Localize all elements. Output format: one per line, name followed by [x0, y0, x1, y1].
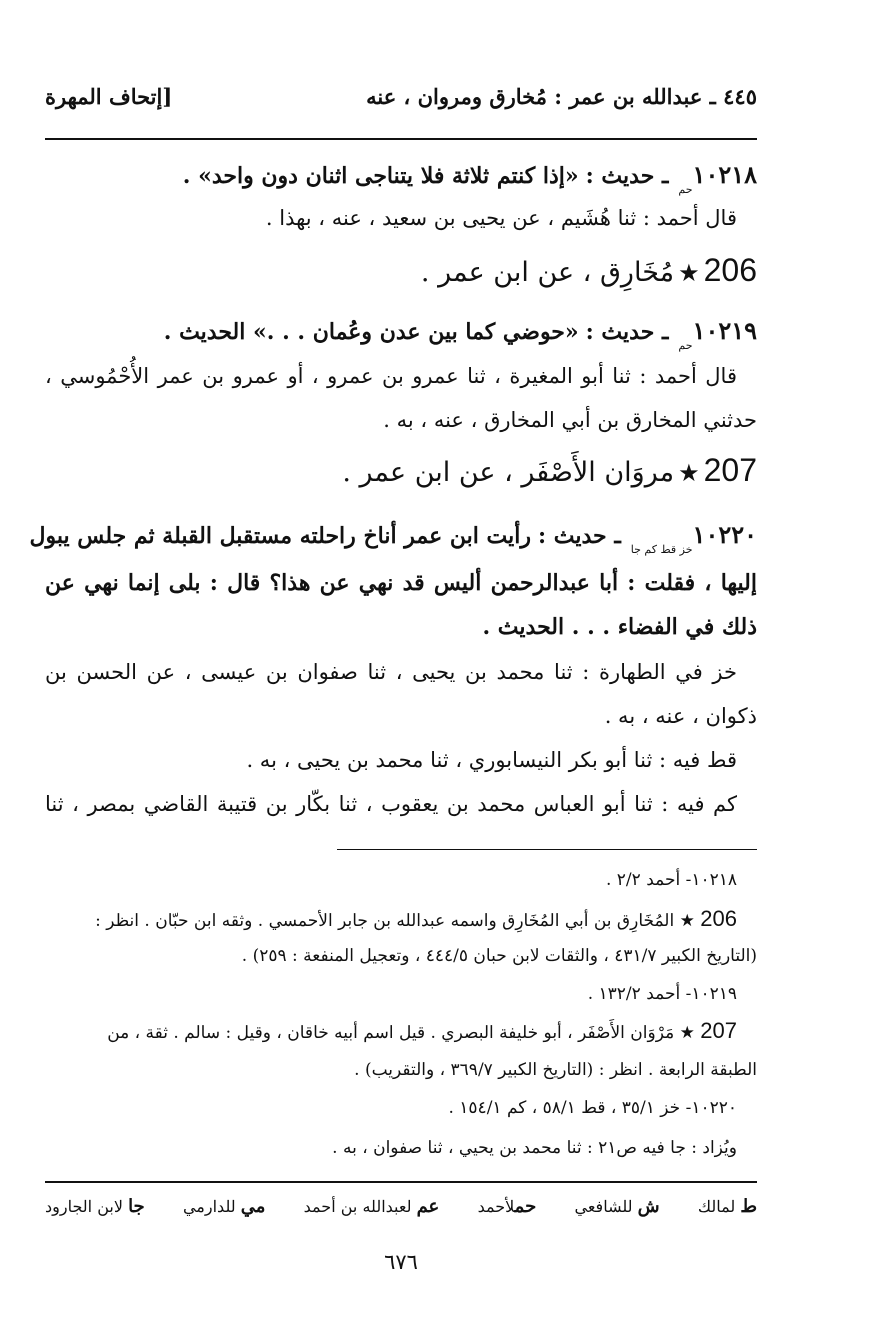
hadith-text: رأيت ابن عمر أناخ راحلته مستقبل القبلة ثم جلس يبول — [29, 523, 531, 549]
narrator-heading — [342, 452, 757, 489]
chain-line: كم فيه : ثنا أبو العباس محمد بن يعقوب ، ثنا بكّار بن قتيبة القاضي بمصر ، ثنا — [45, 792, 737, 816]
footnote: ١٠٢١٨- أحمد ٢/٢ . — [605, 870, 737, 890]
footnote-text: المُخَارِق بن أبي المُخَارِق واسمه عبدالله بن جابر الأحمسي . وثقه ابن حبّان . انظر : — [95, 911, 675, 931]
legend-item: ش للشافعي — [574, 1196, 660, 1217]
footnote: ١٠٢١٩- أحمد ١٣٢/٢ . — [587, 984, 737, 1004]
hadith-label: حديث : — [585, 163, 655, 189]
narrator-text: مروَان الأَصْفَر ، عن ابن عمر . — [342, 457, 675, 488]
narrator-number: 207 — [700, 1018, 737, 1043]
hadith-number: ١٠٢١٨ — [692, 160, 757, 189]
star-icon: ★ — [678, 459, 700, 487]
narrator-number: 206 — [703, 252, 757, 288]
footnote: (التاريخ الكبير ٤٣١/٧ ، والثقات لابن حبان ٤٤٤/٥ ، وتعجيل المنفعة : ٢٥٩) . — [241, 946, 757, 966]
footnote-text: مَرْوَان الأَصْفَر ، أبو خليفة البصري . قيل اسم أبيه خاقان ، وقيل : سالم . ثقة ، من — [107, 1023, 675, 1043]
chain-line: حدثني المخارق بن أبي المخارق ، عنه ، به . — [383, 408, 757, 432]
legend-item: جا لابن الجارود — [45, 1196, 145, 1217]
chain-line: ذكوان ، عنه ، به . — [604, 704, 757, 728]
hadith-text: ذلك في الفضاء . . . الحديث . — [482, 614, 757, 640]
running-header — [45, 84, 757, 124]
hadith-heading: $١٠٢١٨_{حم}$ ـ حديث : «إذا كنتم ثلاثة فلا يتناجى اثنان دون واحد» . — [182, 160, 757, 196]
legend-item: حملأحمد — [477, 1196, 537, 1217]
abbreviation-legend — [45, 1196, 757, 1217]
chain-line: قط فيه : ثنا أبو بكر النيسابوري ، ثنا محمد بن يحيى ، به . — [246, 748, 737, 772]
hadith-sources: حم — [678, 183, 693, 196]
star-icon: ★ — [674, 1023, 701, 1043]
narrator-heading — [421, 252, 757, 289]
hadith-sources: خز قط كم جا — [630, 543, 693, 556]
hadith-text: إليها ، فقلت : أبا عبدالرحمن أليس قد نهي عن هذا؟ قال : بلى إنما نهي عن — [45, 570, 757, 596]
narrator-text: مُخَارِق ، عن ابن عمر . — [420, 257, 675, 288]
hadith-sources: حم — [678, 339, 693, 352]
hadith-label: حديث : — [538, 523, 607, 549]
running-header-book: [إتحاف المهرة — [45, 84, 173, 109]
star-icon: ★ — [674, 911, 701, 931]
footnote-rule — [337, 849, 757, 850]
hadith-heading: $١٠٢١٩_{حم}$ ـ حديث : «حوضي كما بين عدن وعُمان . . .» الحديث . — [163, 316, 757, 352]
hadith-heading: $١٠٢٢٠_{خز قط كم جا}$ ـ حديث : رأيت ابن عمر أناخ راحلته مستقبل القبلة ثم جلس يبول — [29, 520, 757, 556]
footnote: ١٠٢٢٠- خز ٣٥/١ ، قط ٥٨/١ ، كم ١٥٤/١ . — [448, 1098, 737, 1118]
page — [29, 0, 757, 1333]
footnote — [45, 906, 737, 932]
legend-item: عم لعبدالله بن أحمد — [303, 1196, 440, 1217]
page-number: ٦٧٦ — [384, 1250, 418, 1274]
hadith-text: «حوضي كما بين عدن وعُمان . . .» الحديث . — [163, 319, 579, 345]
narrator-number: 207 — [703, 452, 757, 488]
running-header-title: ٤٤٥ ـ عبدالله بن عمر : مُخارق ومروان ، عنه — [366, 84, 757, 109]
footnote: ويُزاد : جا فيه ص٢١ : ثنا محمد بن يحيي ، ثنا صفوان ، به . — [332, 1138, 737, 1158]
header-rule — [45, 138, 757, 140]
star-icon: ★ — [678, 259, 700, 287]
footnote: الطبقة الرابعة . انظر : (التاريخ الكبير ٣٦٩/٧ ، والتقريب) . — [354, 1060, 757, 1080]
legend-item: مي للدارمي — [182, 1196, 266, 1217]
legend-item: ط لمالك — [697, 1196, 757, 1217]
hadith-text: «إذا كنتم ثلاثة فلا يتناجى اثنان دون واحد» . — [182, 163, 579, 189]
chain-line: قال أحمد : ثنا أبو المغيرة ، ثنا عمرو بن عمرو ، أو عمرو بن عمر الأُحْمُوسي ، — [45, 364, 737, 388]
footnote — [45, 1018, 737, 1044]
chain-line: قال أحمد : ثنا هُشَيم ، عن يحيى بن سعيد ، عنه ، بهذا . — [265, 206, 737, 230]
hadith-number: ١٠٢٢٠ — [692, 520, 757, 549]
chain-line: خز في الطهارة : ثنا محمد بن يحيى ، ثنا صفوان بن عيسى ، عن الحسن بن — [45, 660, 737, 684]
narrator-number: 206 — [700, 906, 737, 931]
hadith-number: ١٠٢١٩ — [692, 316, 757, 345]
hadith-label: حديث : — [585, 319, 655, 345]
legend-rule — [45, 1181, 757, 1183]
